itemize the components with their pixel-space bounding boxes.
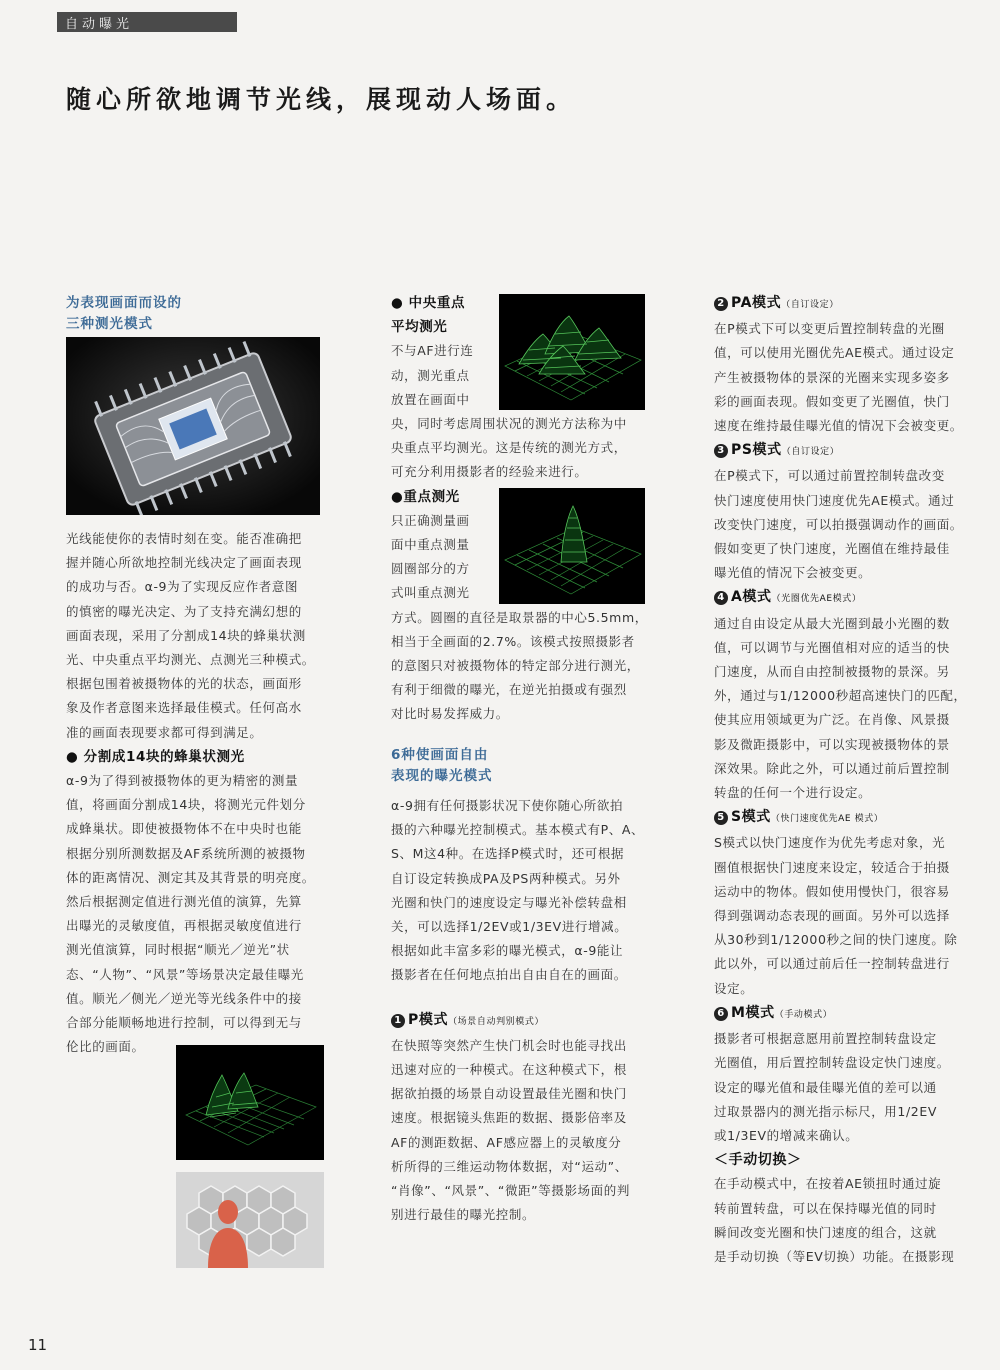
- intro-line: 光、中央重点平均测光、点测光三种模式。: [66, 652, 315, 668]
- m-mode-title: M模式: [731, 1004, 775, 1021]
- s-mode-line: 得到强调动态表现的画面。另外可以选择: [714, 908, 950, 924]
- spot-long-line: 方式。圆圈的直径是取景器的中心5.5mm，: [391, 609, 648, 625]
- intro-line: 的慎密的曝光决定、为了支持充满幻想的: [66, 603, 302, 619]
- intro-line: 象及作者意图来选择最佳模式。任何高水: [66, 700, 302, 716]
- honeycomb-line: 测光值演算，同时根据“顺光／逆光”状: [66, 942, 290, 958]
- number-badge: 1: [391, 1014, 405, 1028]
- m-mode-line: 设定的曝光值和最佳曝光值的差可以通: [714, 1079, 937, 1095]
- page-headline: 随心所欲地调节光线，展现动人场面。: [66, 85, 577, 114]
- center-long-line: 央重点平均测光。这是传统的测光方式，: [391, 440, 627, 456]
- m-mode-line: 或1/3EV的增减来确认。: [714, 1127, 859, 1143]
- modes-line: 摄影者在任何地点拍出自由自在的画面。: [391, 967, 627, 983]
- column-1: [66, 293, 328, 335]
- honeycomb-metering-heading: ● 分割成14块的蜂巢状测光: [66, 748, 245, 765]
- intro-line: 根据包围着被摄物体的光的状态，画面形: [66, 676, 302, 692]
- a-mode-line: 深效果。除此之外，可以通过前后置控制: [714, 760, 950, 776]
- spot-long-line: 对比时易发挥威力。: [391, 706, 509, 722]
- s-mode-line: 设定。: [714, 980, 754, 996]
- a-mode-line: 使其应用领域更为广泛。在肖像、风景摄: [714, 712, 950, 728]
- center-short-line: 放置在画面中: [391, 391, 470, 407]
- modes-line: 光圈和快门的速度设定与曝光补偿转盘相: [391, 894, 627, 910]
- spot-short-line: 面中重点测量: [391, 537, 470, 553]
- ps-mode-heading: [714, 438, 976, 464]
- spot-long-line: 有利于细微的曝光，在逆光拍摄或有强烈: [391, 682, 627, 698]
- center-short-line: 不与AF进行连: [391, 343, 474, 359]
- column-1-text: [66, 527, 332, 1059]
- manual-shift-line: 瞬间改变光圈和快门速度的组合，这就: [714, 1224, 937, 1240]
- honeycomb-line: 值，将画面分割成14块，将测光元件划分: [66, 797, 306, 813]
- center-weighted-title-line2: 平均测光: [391, 319, 448, 336]
- intro-line: 光线能使你的表情时刻在变。能否准确把: [66, 531, 302, 546]
- ps-mode-note: （自订设定）: [781, 447, 840, 458]
- spot-metering-graph: [499, 488, 645, 604]
- p-mode-line: AF的测距数据、AF感应器上的灵敏度分: [391, 1134, 622, 1150]
- ps-mode-title: PS模式: [731, 442, 782, 459]
- a-mode-line: 转盘的任何一个进行设定。: [714, 785, 872, 801]
- honeycomb-line: 合部分能顺畅地进行控制，可以得到无与: [66, 1015, 302, 1031]
- metering-subhead-line1: 为表现画面而设的: [66, 295, 182, 311]
- number-badge: 3: [714, 444, 728, 458]
- s-mode-line: S模式以快门速度作为优先考虑对象，光: [714, 835, 946, 851]
- honeycomb-line: 态、“人物”、“风景”等场景决定最佳曝光: [66, 966, 304, 982]
- spot-metering-title: ●重点测光: [391, 488, 460, 505]
- s-mode-line: 圈值根据快门速度来设定，较适合于拍摄: [714, 859, 950, 875]
- honeycomb-metering-graph: [176, 1045, 324, 1160]
- modes-line: S、M这4种。在选择P模式时，还可根据: [391, 846, 625, 862]
- honeycomb-cell-diagram: [176, 1172, 324, 1268]
- p-mode-line: “肖像”、“风景”、“微距”等摄影场面的判: [391, 1183, 630, 1199]
- p-mode-title: P模式: [408, 1011, 449, 1028]
- center-long-line: 央，同时考虑周围状况的测光方法称为中: [391, 416, 627, 431]
- intro-line: 握并随心所欲地控制光线决定了画面表现: [66, 555, 302, 571]
- p-mode-note: （场景自动判别模式）: [448, 1016, 545, 1027]
- a-mode-note: （光圈优先AE模式）: [771, 594, 862, 605]
- intro-line: 画面表现，采用了分割成14块的蜂巢状测: [66, 627, 306, 643]
- spot-short-line: 式叫重点测光: [391, 585, 470, 601]
- s-mode-note: （快门速度优先AE 模式）: [770, 814, 884, 825]
- m-mode-heading: [714, 1001, 976, 1027]
- modes-line: α-9拥有任何摄影状况下使你随心所欲拍: [391, 798, 624, 813]
- center-weighted-title-line1: ● 中央重点: [391, 295, 466, 311]
- honeycomb-line: 然后根据测定值进行测光值的演算，先算: [66, 894, 302, 910]
- number-badge: 5: [714, 811, 728, 825]
- p-mode-line: 迅速对应的一种模式。在这种模式下，根: [391, 1062, 627, 1078]
- number-badge: 4: [714, 591, 728, 605]
- honeycomb-line: 体的距离情况、测定其及其背景的明亮度。: [66, 869, 315, 885]
- section-header-bar: [57, 12, 237, 32]
- exposure-modes-block: [391, 745, 653, 1227]
- m-mode-line: 过取景器内的测光指示标尺，用1/2EV: [714, 1103, 937, 1119]
- p-mode-line: 速度。根据镜头焦距的数据、摄影倍率及: [391, 1110, 627, 1126]
- spot-short-line: 圆圈部分的方: [391, 561, 470, 577]
- ps-mode-line: 曝光值的情况下会被变更。: [714, 565, 872, 581]
- p-mode-line: 别进行最佳的曝光控制。: [391, 1207, 536, 1223]
- manual-shift-line: 转前置转盘，可以在保持曝光值的同时: [714, 1200, 937, 1216]
- pa-mode-line: 值，可以使用光圈优先AE模式。通过设定: [714, 345, 955, 361]
- modes-line: 摄的六种曝光控制模式。基本模式有P、A、: [391, 822, 645, 838]
- a-mode-line: 通过自由设定从最大光圈到最小光圈的数: [714, 615, 950, 631]
- a-mode-line: 外，通过与1/12000秒超高速快门的匹配，: [714, 688, 967, 704]
- pa-mode-heading: [714, 291, 976, 317]
- a-mode-line: 值，可以调节与光圈值相对应的适当的快: [714, 639, 950, 655]
- pa-mode-line: 产生被摄物体的景深的光圈来实现多姿多: [714, 369, 950, 385]
- spot-short-line: 只正确测量画: [391, 512, 470, 528]
- p-mode-line: 在快照等突然产生快门机会时也能寻找出: [391, 1037, 627, 1053]
- honeycomb-line: 伦比的画面。: [66, 1039, 145, 1055]
- s-mode-line: 此以外，可以通过前后任一控制转盘进行: [714, 956, 950, 972]
- a-mode-heading: [714, 585, 976, 611]
- manual-shift-line: 是手动切换（等EV切换）功能。在摄影现: [714, 1248, 955, 1264]
- center-weighted-graph: [499, 294, 645, 410]
- pa-mode-title: PA模式: [731, 295, 782, 311]
- ps-mode-line: 改变快门速度，可以拍摄强调动作的画面。: [714, 516, 963, 532]
- honeycomb-line: α-9为了得到被摄物体的更为精密的测量: [66, 773, 299, 789]
- p-mode-line: 据欲拍摄的场景自动设置最佳光圈和快门: [391, 1086, 627, 1102]
- modes-line: 根据如此丰富多彩的曝光模式，α-9能让: [391, 943, 624, 959]
- pa-mode-note: （自订设定）: [781, 300, 839, 310]
- p-mode-line: 析所得的三维运动物体数据，对“运动”、: [391, 1158, 628, 1174]
- number-badge: 6: [714, 1007, 728, 1021]
- column-3: [714, 291, 976, 1269]
- pa-mode-line: 速度在维持最佳曝光值的情况下会被变更。: [714, 418, 963, 434]
- s-mode-line: 从30秒到1/12000秒之间的快门速度。除: [714, 932, 958, 948]
- a-mode-line: 门速度，从而自由控制被摄物的景深。另: [714, 664, 950, 680]
- center-short-line: 动，测光重点: [391, 367, 470, 383]
- ps-mode-line: 快门速度使用快门速度优先AE模式。通过: [714, 492, 955, 508]
- center-weighted-block: [391, 291, 501, 412]
- intro-line: 的成功与否。α-9为了实现反应作者意图: [66, 579, 299, 595]
- spot-long-line: 相当于全画面的2.7%。该模式按照摄影者: [391, 633, 635, 649]
- intro-line: 准的画面表现要求都可得到满足。: [66, 724, 263, 740]
- metering-sensor-photo: [66, 337, 320, 515]
- honeycomb-line: 成蜂巢状。即使被摄物体不在中央时也能: [66, 821, 302, 837]
- pa-mode-line: 在P模式下可以变更后置控制转盘的光圈: [714, 321, 945, 337]
- honeycomb-line: 根据分别所测数据及AF系统所测的被摄物: [66, 845, 306, 861]
- center-long-line: 可充分利用摄影者的经验来进行。: [391, 464, 588, 480]
- a-mode-line: 影及微距摄影中，可以实现被摄物体的景: [714, 736, 950, 752]
- manual-shift-heading: ＜手动切换＞: [714, 1152, 802, 1169]
- exposure-modes-subhead-line2: 表现的曝光模式: [391, 768, 493, 784]
- manual-shift-line: 在手动模式中，在按着AE锁扭时通过旋: [714, 1176, 942, 1192]
- s-mode-title: S模式: [731, 809, 771, 826]
- m-mode-note: （手动模式）: [774, 1009, 833, 1020]
- modes-line: 自订设定转换成PA及PS两种模式。另外: [391, 870, 621, 886]
- page-number: 11: [28, 1336, 48, 1354]
- s-mode-heading: [714, 805, 976, 831]
- honeycomb-line: 值。顺光／侧光／逆光等光线条件中的接: [66, 990, 302, 1006]
- p-mode-heading: [391, 1008, 653, 1034]
- honeycomb-line: 出曝光的灵敏度值，再根据灵敏度值进行: [66, 918, 302, 934]
- ps-mode-line: 在P模式下，可以通过前置控制转盘改变: [714, 468, 945, 484]
- m-mode-line: 光圈值，用后置控制转盘设定快门速度。: [714, 1055, 950, 1071]
- pa-mode-line: 彩的画面表现。假如变更了光圈值，快门: [714, 393, 950, 409]
- exposure-modes-subhead-line1: 6种使画面自由: [391, 747, 489, 763]
- ps-mode-line: 假如变更了快门速度，光圈值在维持最佳: [714, 541, 950, 557]
- number-badge: 2: [714, 297, 728, 311]
- s-mode-line: 运动中的物体。假如使用慢快门，很容易: [714, 883, 950, 899]
- section-label: 自动曝光: [65, 17, 134, 32]
- a-mode-title: A模式: [731, 589, 772, 606]
- metering-subhead-line2: 三种测光模式: [66, 316, 153, 332]
- spot-long-line: 的意图只对被摄物体的特定部分进行测光，: [391, 658, 640, 674]
- m-mode-line: 摄影者可根据意愿用前置控制转盘设定: [714, 1031, 937, 1047]
- modes-line: 关，可以选择1/2EV或1/3EV进行增减。: [391, 919, 628, 935]
